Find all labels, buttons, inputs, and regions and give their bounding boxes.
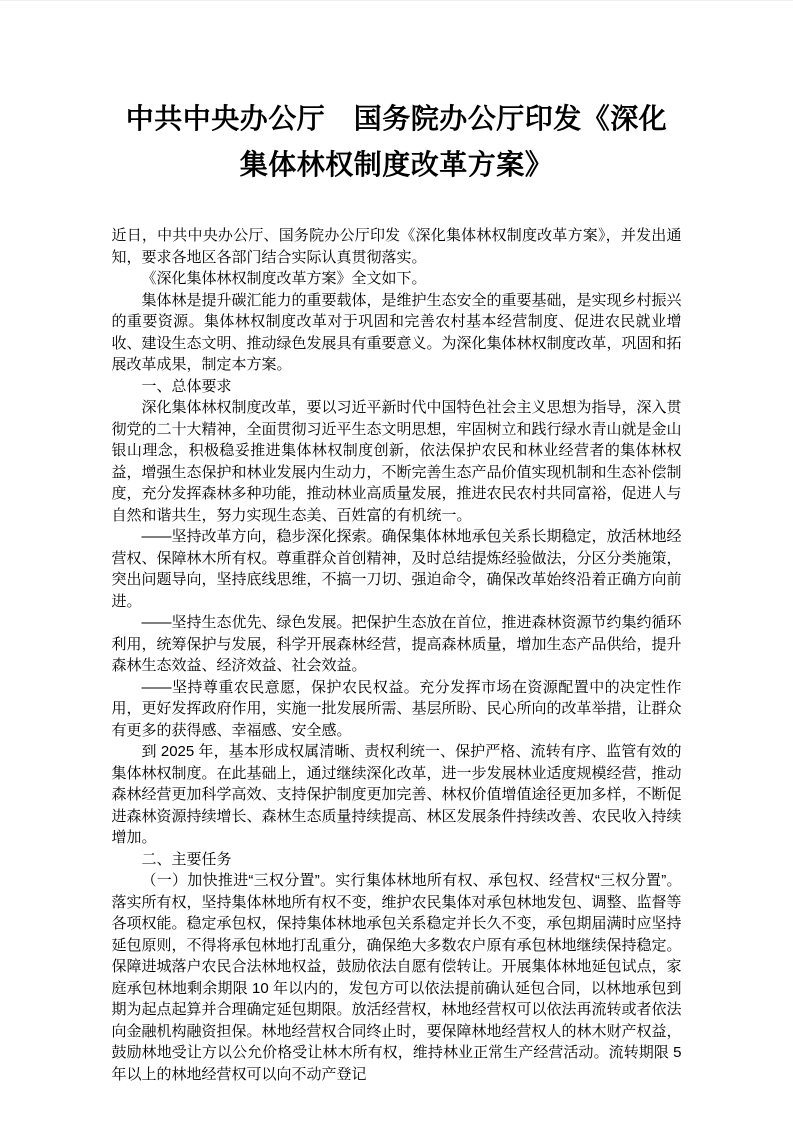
document-title — [87, 96, 707, 188]
paragraph-preamble: 集体林是提升碳汇能力的重要载体，是维护生态安全的重要基础，是实现乡村振兴的重要资源。集体林权制度改革对于巩固和完善农村基本经营制度、促进农民就业增收、建设生态文明、推动绿色发展具有重要意义。为深化集体林权制度改革，巩固和拓展改革成果，制定本方案。 — [111, 291, 682, 373]
paragraph-goal-2025: 到 2025 年，基本形成权属清晰、责权利统一、保护严格、流转有序、监管有效的集体林权制度。在此基础上，通过继续深化改革，进一步发展林业适度规模经营，推动森林经营更加科学高效、支持保护制度更加完善、林权价值增值途径更加多样，不断促进森林资源持续增长、森林生态质量持续提高、林区发展条件持续改善、农民收入持续增加。 — [111, 743, 682, 846]
section-heading-main-tasks: 二、主要任务 — [141, 850, 232, 868]
paragraph-guiding-ideology: 深化集体林权制度改革，要以习近平新时代中国特色社会主义思想为指导，深入贯彻党的二十大精神，全面贯彻习近平生态文明思想，牢固树立和践行绿水青山就是金山银山理念，积极稳妥推进集体林权制度创新，依法保护农民和林业经营者的集体林权益，增强生态保护和林业发展内生动力，不断完善生态产品价值实现机制和生态补偿制度，充分发挥森林多种功能，推动林业高质量发展，推进农民农村共同富裕，促进人与自然和谐共生，努力实现生态美、百姓富的有机统一。 — [111, 399, 682, 524]
paragraph-principle-respect-farmers: ——坚持尊重农民意愿，保护农民权益。充分发挥市场在资源配置中的决定性作用，更好发挥政府作用，实施一批发展所需、基层所盼、民心所向的改革举措，让群众有更多的获得感、幸福感、安全感。 — [111, 678, 682, 739]
paragraph-principle-reform-direction: ——坚持改革方向，稳步深化探索。确保集体林地承包关系长期稳定，放活林地经营权、保障林木所有权。尊重群众首创精神，及时总结提炼经验做法，分区分类施策，突出问题导向，坚持底线思维，不搞一刀切、强迫命令，确保改革始终沿着正确方向前进。 — [111, 528, 682, 610]
document-title-line-1: 中共中央办公厅 国务院办公厅印发《深化 — [125, 103, 668, 134]
paragraph-principle-ecology-first: ——坚持生态优先、绿色发展。把保护生态放在首位，推进森林资源节约集约循环利用，统筹保护与发展，科学开展森林经营，提高森林质量，增加生态产品供给，提升森林生态效益、经济效益、社会效益。 — [111, 614, 682, 674]
paragraph-notice-intro: 近日，中共中央办公厅、国务院办公厅印发《深化集体林权制度改革方案》，并发出通知，要求各地区各部门结合实际认真贯彻落实。 — [111, 227, 682, 266]
document-title-line-2: 集体林权制度改革方案》 — [239, 149, 554, 180]
document-body — [112, 225, 682, 1085]
section-heading-overall-requirements: 一、总体要求 — [141, 377, 232, 395]
paragraph-task-three-rights-separation: （一）加快推进“三权分置”。实行集体林地所有权、承包权、经营权“三权分置”。落实所有权，坚持集体林地所有权不变，维护农民集体对承包林地发包、调整、监督等各项权能。稳定承包权，保持集体林地承包关系稳定并长久不变，承包期届满时应坚持延包原则，不得将承包林地打乱重分，确保绝大多数农户原有承包林地继续保持稳定。保障进城落户农民合法林地权益，鼓励依法自愿有偿转让。开展集体林地延包试点，家庭承包林地剩余期限 10 年以内的，发包方可以依法提前确认延包合同，以林地承包到期为起点起算并合理确定延包期限。放活经营权，林地经营权可以依法再流转或者依法向金融机构融资担保。林地经营权合同终止时，要保障林地经营权人的林木财产权益，鼓励林地受让方以公允价格受让林木所有权，维持林业正常生产经营活动。流转期限 5 年以上的林地经营权可以向不动产登记 — [111, 872, 682, 1083]
paragraph-fulltext-lead: 《深化集体林权制度改革方案》全文如下。 — [141, 270, 427, 287]
